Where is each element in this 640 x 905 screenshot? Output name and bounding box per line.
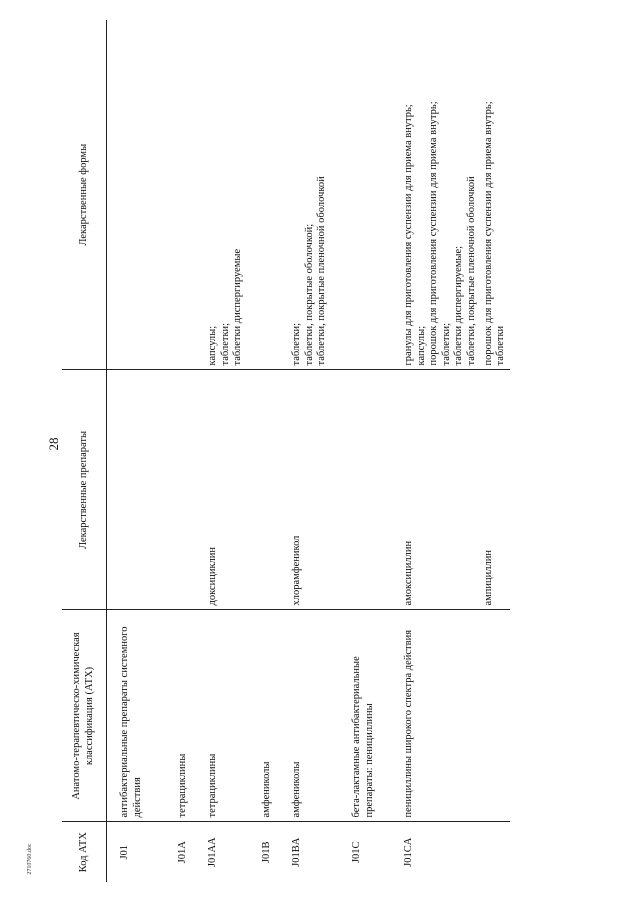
cell-forms: [401, 20, 481, 370]
header-code: Код АТХ: [62, 822, 107, 882]
cell-forms: [289, 20, 349, 370]
table-row: [481, 20, 510, 882]
table-row: [117, 20, 175, 882]
cell-drug: хлорамфеникол: [289, 370, 349, 610]
table-spacer-row: [107, 20, 118, 882]
cell-classification: амфениколы: [289, 610, 349, 822]
cell-classification: антибактериальные препараты системного действия: [117, 610, 175, 822]
cell-classification: бета-лактамные антибактериальные препараты: пенициллины: [349, 610, 401, 822]
page-number: 28: [46, 437, 61, 451]
cell-drug: амоксициллин: [401, 370, 481, 610]
cell-atc-code: J01B: [259, 822, 289, 882]
header-drugs: Лекарственные препараты: [62, 370, 107, 610]
table-row: [401, 20, 481, 882]
cell-atc-code: J01AA: [205, 822, 259, 882]
cell-atc-code: J01C: [349, 822, 401, 882]
cell-forms: [205, 20, 259, 370]
form-line: таблетки, покрытые оболочкой;: [303, 223, 315, 366]
table-row: [289, 20, 349, 882]
rotated-table-container: [62, 20, 574, 882]
cell-atc-code: J01: [117, 822, 175, 882]
table-row: [175, 20, 205, 882]
cell-forms: [481, 20, 510, 370]
form-line: порошок для приготовления суспензии для приема внутрь;: [428, 101, 440, 366]
form-line: капсулы;: [207, 325, 218, 366]
cell-drug: [175, 370, 205, 610]
table-row: [349, 20, 401, 882]
table-header-row: [62, 20, 107, 882]
cell-classification: тетрациклины: [175, 610, 205, 822]
cell-drug: [259, 370, 289, 610]
table-body: [107, 20, 510, 882]
cell-atc-code: J01CA: [401, 822, 481, 882]
atc-drug-table: [62, 20, 510, 882]
cell-drug: ампициллин: [481, 370, 510, 610]
cell-classification: амфениколы: [259, 610, 289, 822]
document-filename: 2710760.doc: [27, 843, 33, 875]
cell-atc-code: J01BA: [289, 822, 349, 882]
form-line: таблетки диспергируемые: [232, 248, 244, 366]
cell-atc-code: [481, 822, 510, 882]
form-line: таблетки;: [219, 322, 231, 366]
form-line: таблетки;: [291, 322, 302, 366]
form-line: таблетки, покрытые пленочной оболочкой: [316, 176, 328, 366]
table-row: [259, 20, 289, 882]
form-line: капсулы;: [415, 325, 427, 366]
cell-forms: [349, 20, 401, 370]
header-forms: Лекарственные формы: [62, 20, 107, 370]
cell-classification: тетрациклины: [205, 610, 259, 822]
cell-drug: [349, 370, 401, 610]
form-line: таблетки, покрытые пленочной оболочкой: [465, 176, 477, 366]
cell-atc-code: J01A: [175, 822, 205, 882]
table-row: [205, 20, 259, 882]
cell-forms: [117, 20, 175, 370]
form-line: таблетки диспергируемые;: [453, 245, 465, 366]
cell-forms: [175, 20, 205, 370]
form-line: порошок для приготовления суспензии для приема внутрь;: [482, 101, 494, 366]
form-line: таблетки: [495, 325, 507, 366]
header-classification: Анатомо-терапевтическо-химическая классификация (АТХ): [62, 610, 107, 822]
form-line: гранулы для приготовления суспензии для приема внутрь;: [403, 104, 414, 366]
cell-classification: [481, 610, 510, 822]
form-line: таблетки;: [440, 322, 452, 366]
cell-forms: [259, 20, 289, 370]
cell-classification: пенициллины широкого спектра действия: [401, 610, 481, 822]
cell-drug: [117, 370, 175, 610]
cell-drug: доксициклин: [205, 370, 259, 610]
